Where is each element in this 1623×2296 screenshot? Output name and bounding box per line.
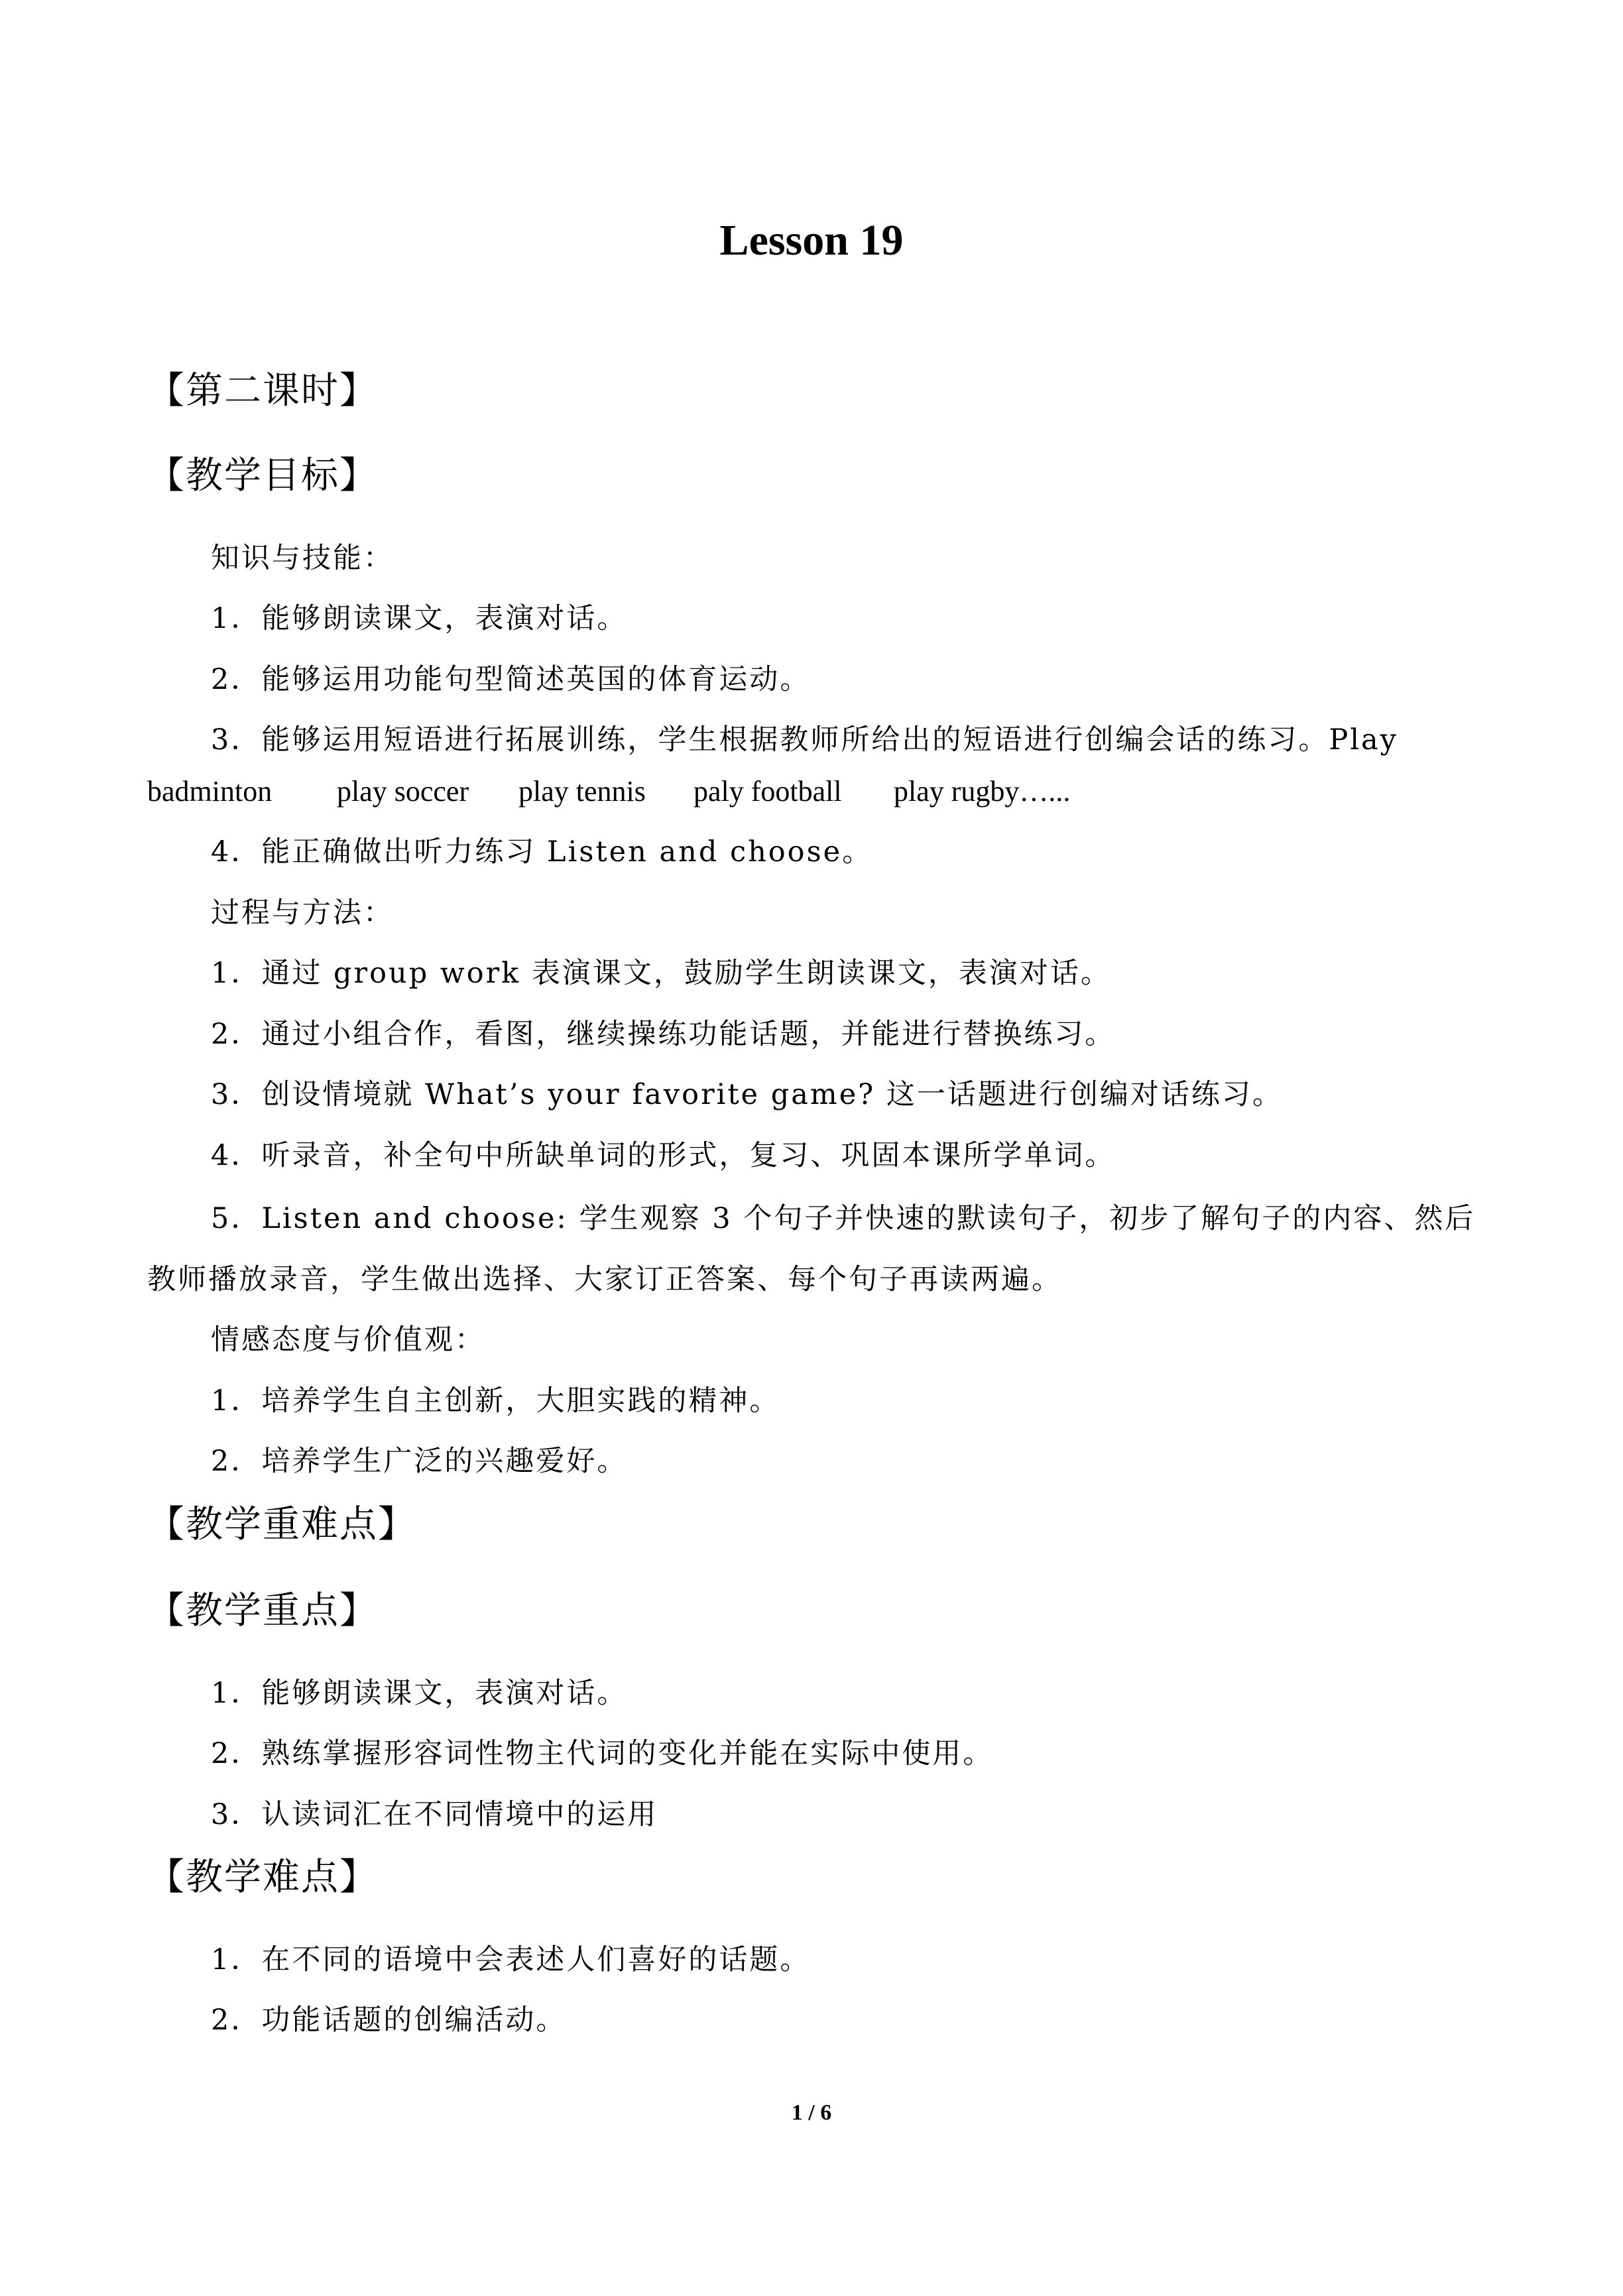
- key-point-3: 3．认读词汇在不同情境中的运用: [211, 1798, 658, 1831]
- phrase-badminton: badminton: [147, 775, 272, 808]
- process-item-2: 2．通过小组合作，看图，继续操练功能话题，并能进行替换练习。: [211, 1018, 1116, 1051]
- key-point-1: 1．能够朗读课文，表演对话。: [211, 1677, 628, 1710]
- heading-period: 【第二课时】: [147, 369, 378, 412]
- heading-difficult-points: 【教学难点】: [147, 1856, 378, 1899]
- phrase-play-tennis: play tennis: [518, 775, 646, 808]
- knowledge-item-1: 1．能够朗读课文，表演对话。: [211, 602, 628, 635]
- knowledge-item-2: 2．能够运用功能句型简述英国的体育运动。: [211, 663, 811, 696]
- phrase-play-soccer: play soccer: [337, 775, 469, 808]
- difficult-point-2: 2．功能话题的创编活动。: [211, 2004, 567, 2037]
- process-item-5-continued: 教师播放录音，学生做出选择、大家订正答案、每个句子再读两遍。: [147, 1263, 1062, 1296]
- process-item-5: 5．Listen and choose: 学生观察 3 个句子并快速的默读句子，初步了解句子的内容、然后: [211, 1202, 1476, 1235]
- process-label: 过程与方法：: [211, 896, 394, 930]
- knowledge-item-3: 3．能够运用短语进行拓展训练，学生根据教师所给出的短语进行创编会话的练习。Play: [211, 723, 1398, 756]
- attitude-item-2: 2．培养学生广泛的兴趣爱好。: [211, 1445, 628, 1478]
- knowledge-label: 知识与技能：: [211, 542, 394, 575]
- phrase-list: [147, 772, 1070, 812]
- process-item-3: 3．创设情境就 What’s your favorite game? 这一话题进行创编对话练习。: [211, 1078, 1283, 1111]
- key-point-2: 2．熟练掌握形容词性物主代词的变化并能在实际中使用。: [211, 1737, 994, 1770]
- phrase-paly-football: paly football: [693, 775, 842, 808]
- attitude-label: 情感态度与价值观：: [211, 1323, 485, 1357]
- process-item-4: 4．听录音，补全句中所缺单词的形式，复习、巩固本课所学单词。: [211, 1139, 1116, 1172]
- heading-key-points: 【教学重点】: [147, 1589, 378, 1632]
- phrase-play-rugby: play rugby…...: [894, 775, 1071, 808]
- heading-key-difficult: 【教学重难点】: [147, 1503, 416, 1546]
- difficult-point-1: 1．在不同的语境中会表述人们喜好的话题。: [211, 1943, 811, 1976]
- process-item-1: 1．通过 group work 表演课文，鼓励学生朗读课文，表演对话。: [211, 957, 1111, 990]
- page-number: 1 / 6: [791, 2100, 832, 2125]
- heading-objectives: 【教学目标】: [147, 454, 378, 497]
- page-title: Lesson 19: [719, 216, 904, 265]
- attitude-item-1: 1．培养学生自主创新，大胆实践的精神。: [211, 1384, 780, 1418]
- knowledge-item-4: 4．能正确做出听力练习 Listen and choose。: [211, 835, 873, 869]
